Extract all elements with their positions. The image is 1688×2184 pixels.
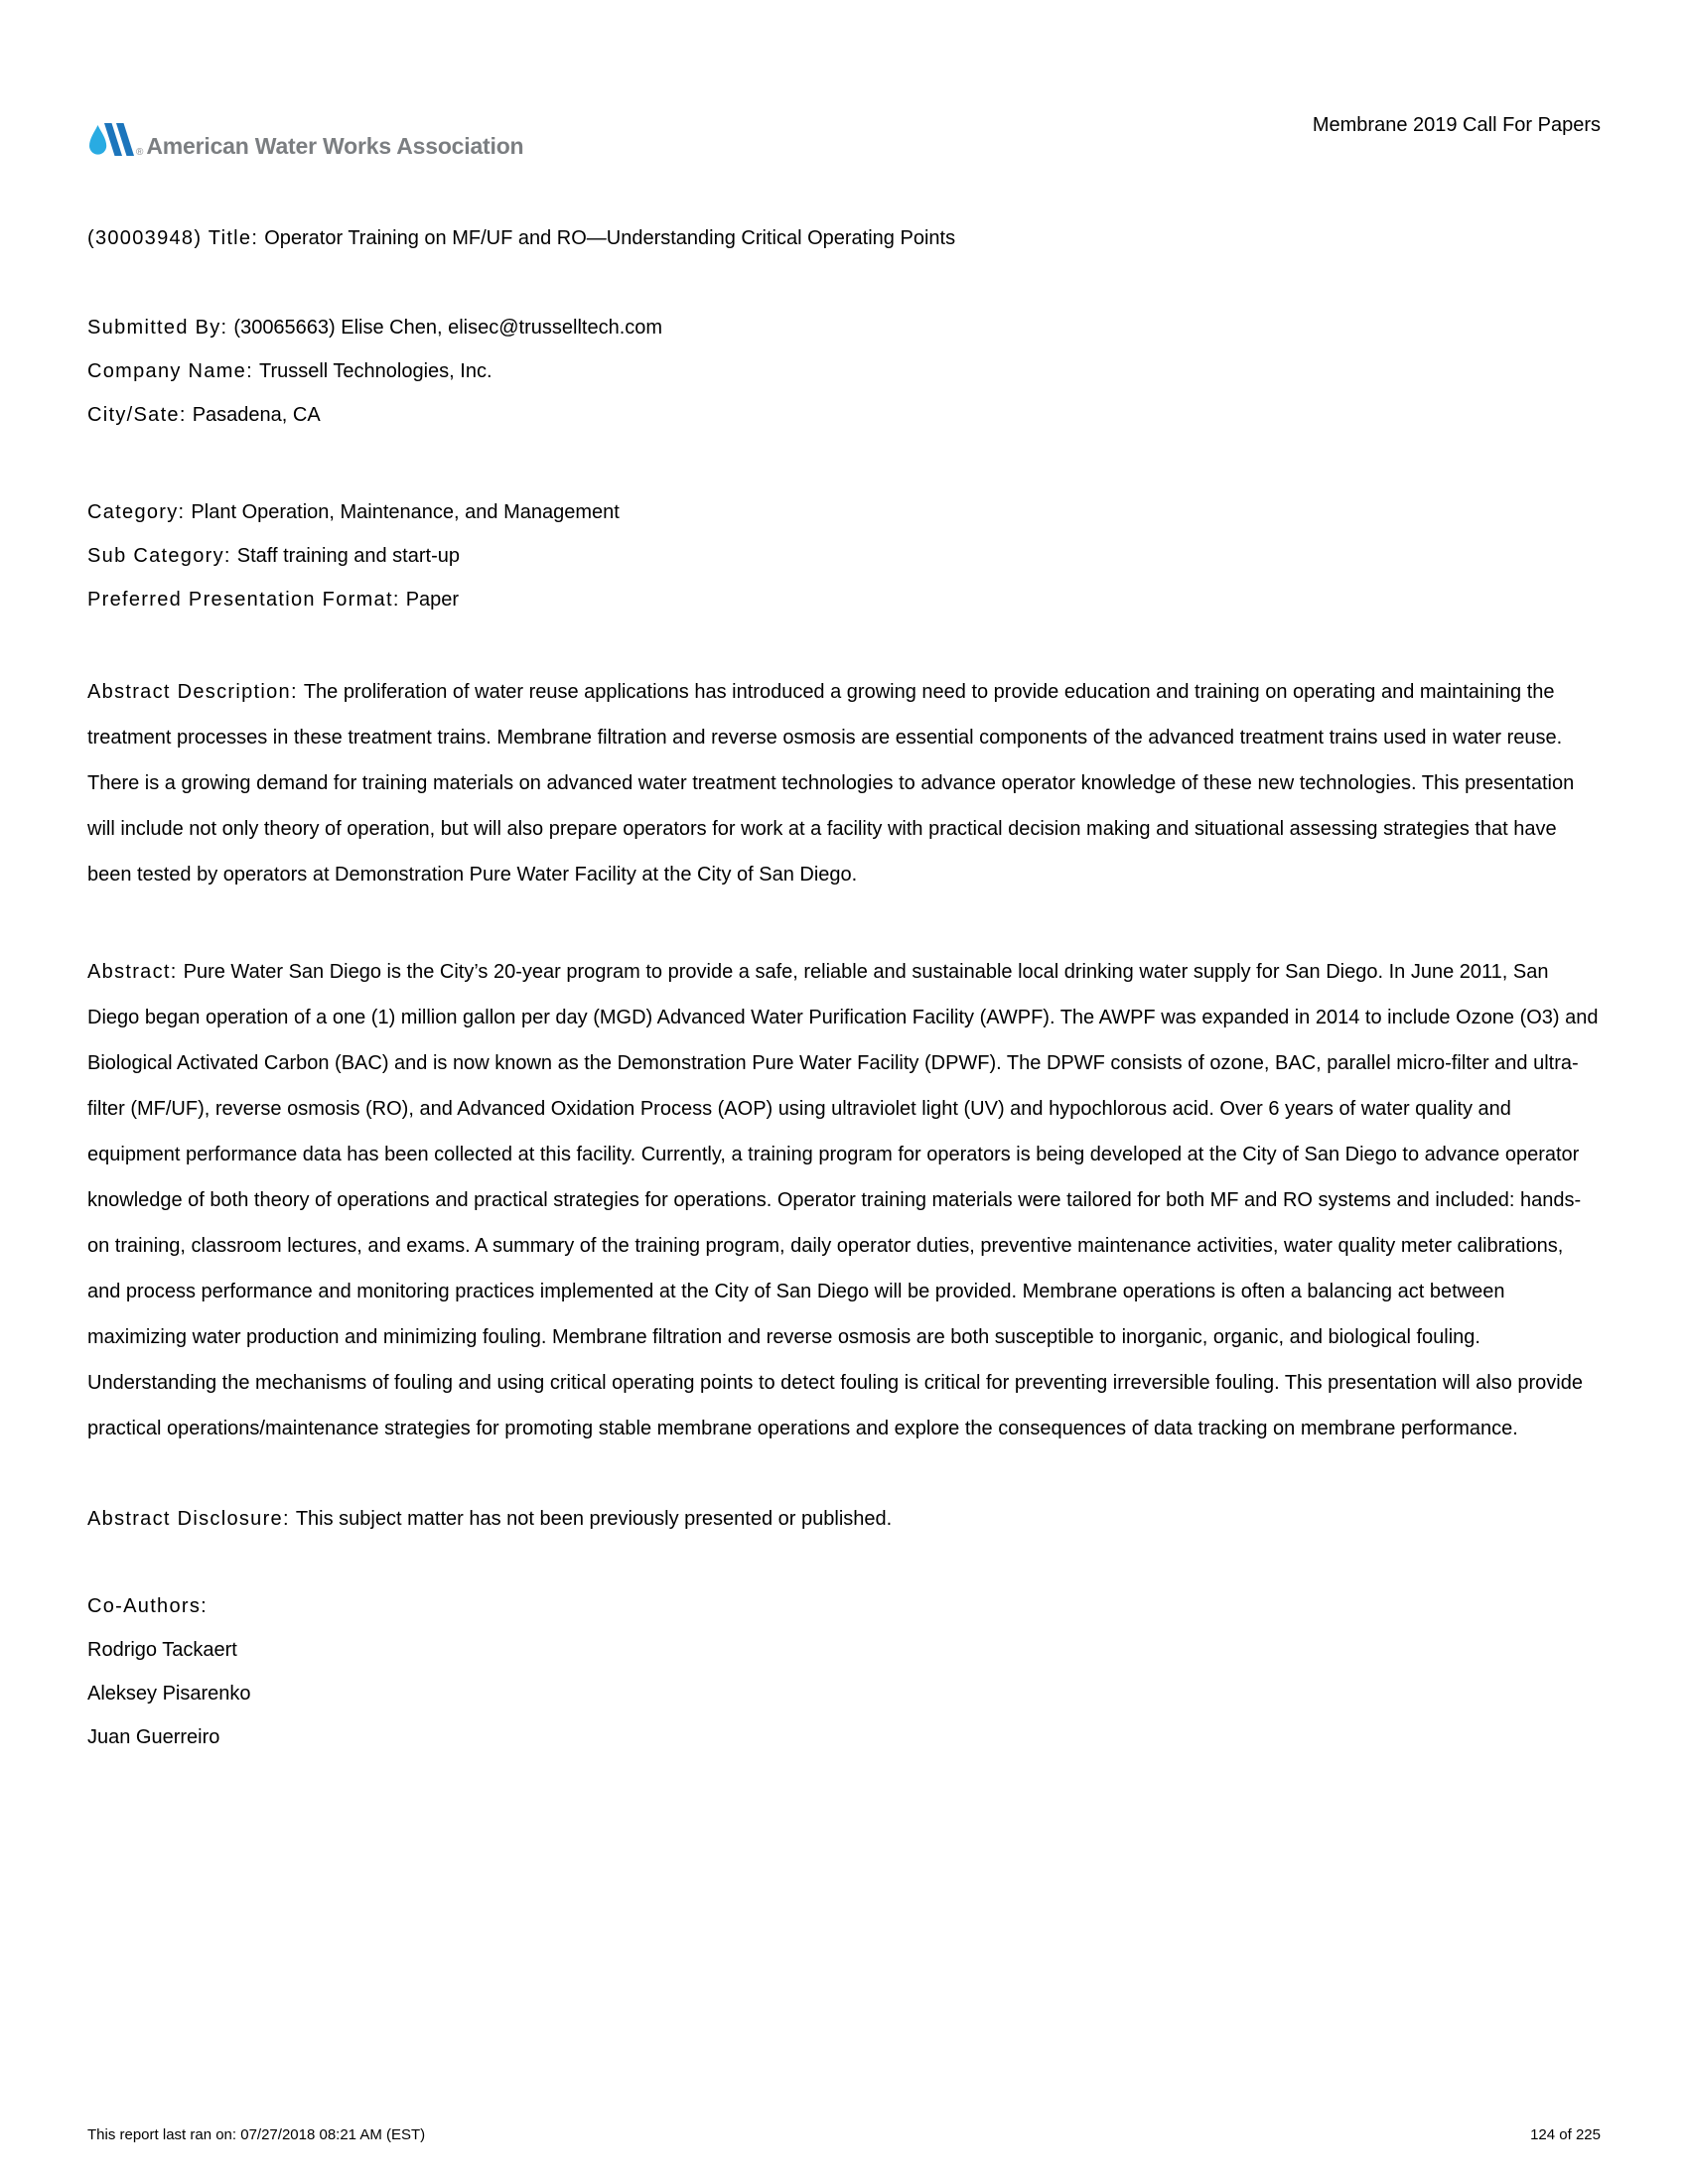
- submission-title-value: Operator Training on MF/UF and RO—Understanding Critical Operating Points: [264, 227, 956, 249]
- co-authors-label: Co-Authors:: [87, 1595, 209, 1617]
- category-info-block: [87, 490, 1601, 621]
- sub-category-label: Sub Category:: [87, 545, 231, 567]
- co-authors-block: [87, 1584, 1601, 1759]
- submission-id-title-label: (30003948) Title:: [87, 227, 259, 249]
- awwa-drop-icon: [87, 121, 135, 159]
- co-author-name: Aleksey Pisarenko: [87, 1683, 251, 1705]
- abstract-disclosure-line: [87, 1497, 1601, 1541]
- registered-trademark-symbol: ®: [136, 147, 144, 158]
- drop-shape: [89, 125, 106, 155]
- company-name-label: Company Name:: [87, 360, 253, 382]
- company-name-value: Trussell Technologies, Inc.: [258, 360, 492, 382]
- abstract-disclosure-label: Abstract Disclosure:: [87, 1508, 290, 1530]
- page-footer: [87, 2126, 1601, 2144]
- submitted-by-label: Submitted By:: [87, 317, 228, 339]
- abstract-text: Pure Water San Diego is the City’s 20-year program to provide a safe, reliable and sustainable local drinking water supply for San Diego. In June 2011, San Diego began operation of a one (1) million gallon per day (MGD) Advanced Water Purification Facility (AWPF). The AWPF was expanded in 2014 to include Ozone (O3) and Biological Activated Carbon (BAC) and is now known as the Demonstration Pure Water Facility (DPWF). The DPWF consists of ozone, BAC, parallel micro-filter and ultra-filter (MF/UF), reverse osmosis (RO), and Advanced Oxidation Process (AOP) using ultraviolet light (UV) and hypochlorous acid. Over 6 years of water quality and equipment performance data has been collected at this facility. Currently, a training program for operators is being developed at the City of San Diego to advance operator knowledge of both theory of operations and practical strategies for operations. Operator training materials were tailored for both MF and RO systems and included: hands-on training, classroom lectures, and exams. A summary of the training program, daily operator duties, preventive maintenance activities, water quality meter calibrations, and process performance and monitoring practices implemented at the City of San Diego will be provided. Membrane operations is often a balancing act between maximizing water production and minimizing fouling. Membrane filtration and reverse osmosis are both susceptible to inorganic, organic, and biological fouling. Understanding the mechanisms of fouling and using critical operating points to detect fouling is critical for preventing irreversible fouling. This presentation will also provide practical operations/maintenance strategies for promoting stable membrane operations and explore the consequences of data tracking on membrane performance.: [87, 961, 1599, 1439]
- report-last-ran-text: This report last ran on: 07/27/2018 08:21 AM (EST): [87, 2126, 426, 2143]
- sub-category-line: [87, 534, 1601, 578]
- co-author-name: Rodrigo Tackaert: [87, 1639, 237, 1661]
- brand-name: American Water Works Association: [146, 133, 524, 159]
- presentation-format-line: [87, 578, 1601, 621]
- abstract-description-label: Abstract Description:: [87, 681, 298, 703]
- category-label: Category:: [87, 501, 186, 523]
- page-header: [0, 0, 1688, 159]
- submitter-info-block: [87, 306, 1601, 437]
- abstract-description-paragraph: [87, 669, 1601, 897]
- company-name-line: [87, 349, 1601, 393]
- submission-title-line: [87, 224, 1601, 252]
- category-value: Plant Operation, Maintenance, and Management: [191, 501, 620, 523]
- abstract-label: Abstract:: [87, 961, 178, 983]
- page-number: 124 of 225: [1530, 2126, 1601, 2143]
- sub-category-value: Staff training and start-up: [236, 545, 460, 567]
- city-state-line: [87, 393, 1601, 437]
- city-state-label: City/Sate:: [87, 404, 187, 426]
- submitted-by-line: [87, 306, 1601, 349]
- submitted-by-value: (30065663) Elise Chen, elisec@trusselltech.com: [233, 317, 663, 339]
- presentation-format-label: Preferred Presentation Format:: [87, 589, 400, 611]
- awwa-logo: [87, 121, 523, 159]
- abstract-description-text: The proliferation of water reuse applications has introduced a growing need to provide education and training on operating and maintaining the treatment processes in these treatment trains. Membrane filtration and reverse osmosis are essential components of the advanced treatment trains used in water reuse. There is a growing demand for training materials on advanced water treatment technologies to advance operator knowledge of these new technologies. This presentation will include not only theory of operation, but will also prepare operators for work at a facility with practical decision making and situational assessing strategies that have been tested by operators at Demonstration Pure Water Facility at the City of San Diego.: [87, 681, 1575, 886]
- report-title: Membrane 2019 Call For Papers: [1312, 114, 1601, 136]
- co-author-name: Juan Guerreiro: [87, 1726, 220, 1748]
- abstract-disclosure-text: This subject matter has not been previously presented or published.: [295, 1508, 893, 1530]
- city-state-value: Pasadena, CA: [192, 404, 321, 426]
- document-body: [0, 224, 1688, 1759]
- category-line: [87, 490, 1601, 534]
- presentation-format-value: Paper: [405, 589, 460, 611]
- abstract-paragraph: [87, 949, 1601, 1451]
